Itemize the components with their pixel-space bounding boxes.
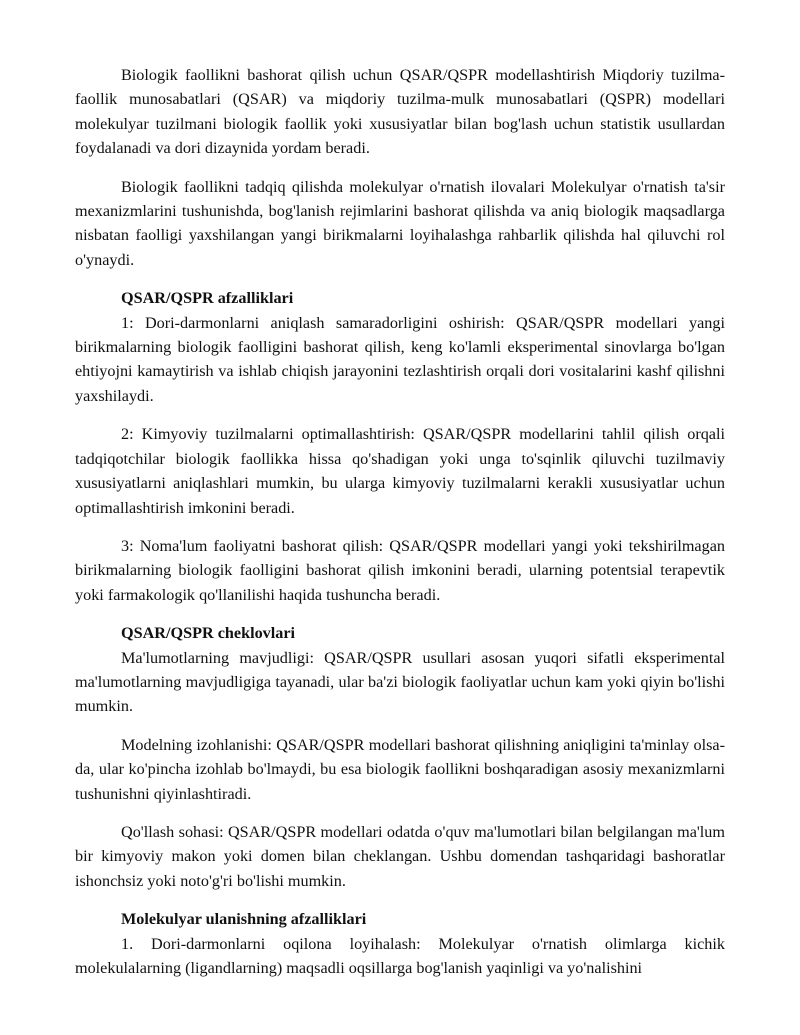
paragraph-limitation-domain: Qo'llash sohasi: QSAR/QSPR modellari odatda o'quv ma'lumotlari bilan belgilangan ma'lum bir kimyoviy makon yoki domen bilan cheklangan. Ushbu domendan tashqaridagi bashoratlar ishonchsiz yoki noto'g'ri bo'lishi mumkin. (75, 822, 725, 890)
heading-qsar-limitations: QSAR/QSPR cheklovlari (121, 624, 296, 643)
paragraph-docking-applications: Biologik faollikni tadqiq qilishda molekulyar o'rnatish ilovalari Molekulyar o'rnatish ta'sir mexanizmlarini tushunishda, bog'lanish rejimlarini bashorat qilishda va aniq biologik maqsadlarga nisbatan faolligi yaxshilangan yangi birikmalarni loyihalashga rahbarlik qilishda hal qiluvchi rol o'ynaydi. (75, 177, 725, 269)
paragraph-qsar-intro: Biologik faollikni bashorat qilish uchun QSAR/QSPR modellashtirish Miqdoriy tuzilma-faollik munosabatlari (QSAR) va miqdoriy tuzilma-mulk munosabatlari (QSPR) modellari molekulyar tuzilmani biologik faollik yoki xususiyatlar bilan bog'lash uchun statistik usullardan foydalanadi va dori dizaynida yordam beradi. (75, 66, 725, 158)
paragraph-advantage-3: 3: Noma'lum faoliyatni bashorat qilish: QSAR/QSPR modellari yangi yoki tekshirilmagan birikmalarning biologik faolligini bashorat qilish imkonini beradi, ularning potentsial terapevtik yoki farmakologik qo'llanilishi haqida tushuncha beradi. (75, 536, 725, 604)
document-page (75, 63, 725, 980)
paragraph-docking-advantage-1: 1. Dori-darmonlarni oqilona loyihalash: Molekulyar o'rnatish olimlarga kichik molekulalarning (ligandlarning) maqsadli oqsillarga bog'lanish yaqinligi va yo'nalishini (75, 934, 725, 977)
paragraph-limitation-interpretability: Modelning izohlanishi: QSAR/QSPR modellari bashorat qilishning aniqligini ta'minlay olsa-da, ular ko'pincha izohlab bo'lmaydi, bu esa biologik faollikni boshqaradigan asosiy mexanizmlarni tushunishni qiyinlashtiradi. (75, 735, 725, 803)
heading-qsar-advantages: QSAR/QSPR afzalliklari (121, 289, 294, 308)
paragraph-advantage-1: 1: Dori-darmonlarni aniqlash samaradorligini oshirish: QSAR/QSPR modellari yangi birikmalarning biologik faolligini bashorat qilish, keng ko'lamli eksperimental sinovlarga bo'lgan ehtiyojni kamaytirish va ishlab chiqish jarayonini tezlashtirish orqali dori vositalarini kashf qilishni yaxshilaydi. (75, 313, 725, 405)
heading-docking-advantages: Molekulyar ulanishning afzalliklari (121, 910, 367, 929)
paragraph-advantage-2: 2: Kimyoviy tuzilmalarni optimallashtirish: QSAR/QSPR modellarini tahlil qilish orqali tadqiqotchilar biologik faollikka hissa qo'shadigan yoki unga to'sqinlik qiluvchi tuzilmaviy xususiyatlarni aniqlashlari mumkin, bu ularga kimyoviy tuzilmalarni kerakli xususiyatlar uchun optimallashtirish imkonini beradi. (75, 425, 725, 517)
paragraph-limitation-data: Ma'lumotlarning mavjudligi: QSAR/QSPR usullari asosan yuqori sifatli eksperimental ma'lumotlarning mavjudligiga tayanadi, ular ba'zi biologik faoliyatlar uchun kam yoki qiyin bo'lishi mumkin. (75, 648, 725, 716)
